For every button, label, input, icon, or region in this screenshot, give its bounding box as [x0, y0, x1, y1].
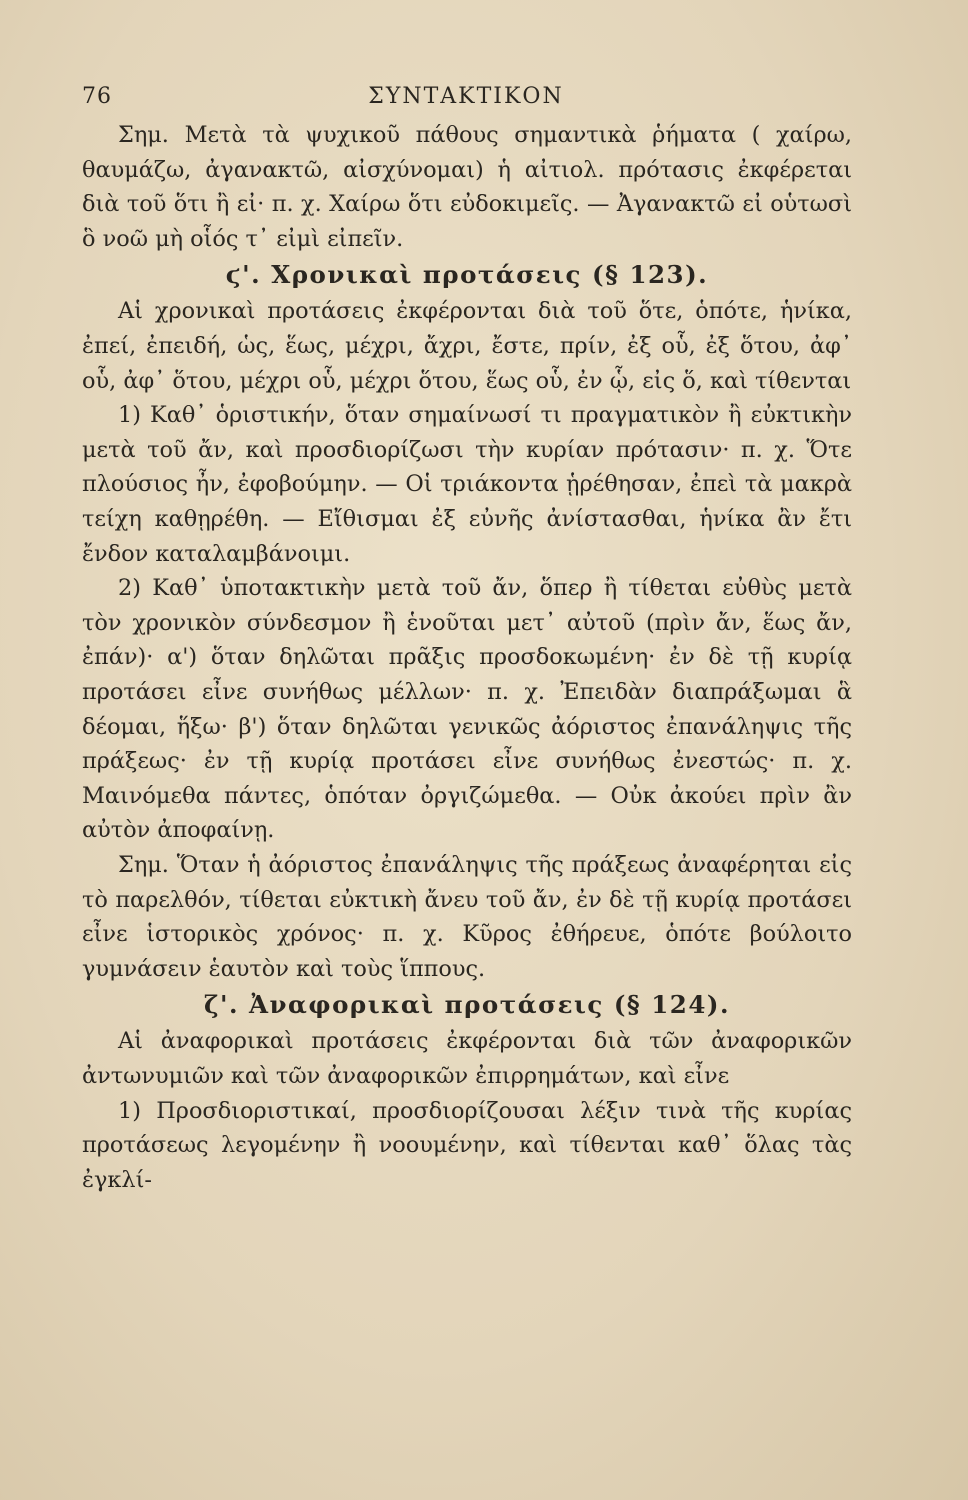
- body-paragraph: 1) Προσδιοριστικαί, προσδιορίζουσαι λέξιν τινὰ τῆς κυρίας προτάσεως λεγομένην ἢ νοουμένην, καὶ τίθενται καθ᾽ ὅλας τὰς ἐγκλί-: [82, 1097, 852, 1193]
- page-header: [82, 84, 850, 109]
- body-paragraph: Αἱ χρονικαὶ προτάσεις ἐκφέρονται διὰ τοῦ ὅτε, ὁπότε, ἡνίκα, ἐπεί, ἐπειδή, ὡς, ἕως, μέχρι, ἄχρι, ἔστε, πρίν, ἐξ οὗ, ἐξ ὅτου, ἀφ᾽ οὗ, ἀφ᾽ ὅτου, μέχρι οὗ, μέχρι ὅτου, ἕως οὗ, ἐν ᾧ, εἰς ὅ, καὶ τίθενται: [82, 298, 852, 394]
- section-heading-relative: ζ'. Ἀναφορικαὶ προτάσεις (§ 124).: [203, 990, 731, 1020]
- body-paragraph: 1) Καθ᾽ ὁριστικήν, ὅταν σημαίνωσί τι πραγματικὸν ἢ εὐκτικὴν μετὰ τοῦ ἄν, καὶ προσδιορίζωσι τὴν κυρίαν πρότασιν· π. χ. Ὅτε πλούσιος ἦν, ἐφοβούμην. — Οἱ τριάκοντα ᾑρέθησαν, ἐπεὶ τὰ μακρὰ τείχη καθῃρέθη. — Εἴθισμαι ἐξ εὐνῆς ἀνίστασθαι, ἡνίκα ἂν ἔτι ἔνδον καταλαμβάνοιμι.: [82, 402, 852, 567]
- note-paragraph: Σημ. Μετὰ τὰ ψυχικοῦ πάθους σημαντικὰ ῥήματα ( χαίρω, θαυμάζω, ἀγανακτῶ, αἰσχύνομαι) ἡ αἰτιολ. πρότασις ἐκφέρεται διὰ τοῦ ὅτι ἢ εἰ· π. χ. Χαίρω ὅτι εὐδοκιμεῖς. — Ἀγανακτῶ εἰ οὑτωσὶ ὃ νοῶ μὴ οἷός τ᾽ εἰμὶ εἰπεῖν.: [82, 122, 852, 252]
- note-paragraph: Σημ. Ὅταν ἡ ἀόριστος ἐπανάληψις τῆς πράξεως ἀναφέρηται εἰς τὸ παρελθόν, τίθεται εὐκτικὴ ἄνευ τοῦ ἄν, ἐν δὲ τῇ κυρίᾳ προτάσει εἶνε ἱστορικὸς χρόνος· π. χ. Κῦρος ἐθήρευε, ὁπότε βούλοιτο γυμνάσειν ἑαυτὸν καὶ τοὺς ἵππους.: [82, 852, 852, 982]
- running-title: ΣΥΝΤΑΚΤΙΚΟΝ: [368, 84, 564, 109]
- section-heading-temporal: ϛ'. Χρονικαὶ προτάσεις (§ 123).: [225, 260, 709, 290]
- body-paragraph: Αἱ ἀναφορικαὶ προτάσεις ἐκφέρονται διὰ τῶν ἀναφορικῶν ἀντωνυμιῶν καὶ τῶν ἀναφορικῶν ἐπιρρημάτων, καὶ εἶνε: [82, 1028, 852, 1089]
- body-paragraph: 2) Καθ᾽ ὑποτακτικὴν μετὰ τοῦ ἄν, ὅπερ ἢ τίθεται εὐθὺς μετὰ τὸν χρονικὸν σύνδεσμον ἢ ἑνοῦται μετ᾽ αὐτοῦ (πρὶν ἄν, ἕως ἄν, ἐπάν)· α') ὅταν δηλῶται πρᾶξις προσδοκωμένη· ἐν δὲ τῇ κυρίᾳ προτάσει εἶνε συνήθως μέλλων· π. χ. Ἐπειδὰν διαπράξωμαι ἃ δέομαι, ἥξω· β') ὅταν δηλῶται γενικῶς ἀόριστος ἐπανάληψις τῆς πράξεως· ἐν τῇ κυρίᾳ προτάσει εἶνε συνήθως ἐνεστώς· π. χ. Μαινόμεθα πάντες, ὁπόταν ὀργιζώμεθα. — Οὐκ ἀκούει πρὶν ἂν αὐτὸν ἀποφαίνῃ.: [82, 575, 852, 844]
- page-number: 76: [82, 84, 112, 109]
- page-body: [82, 118, 852, 1197]
